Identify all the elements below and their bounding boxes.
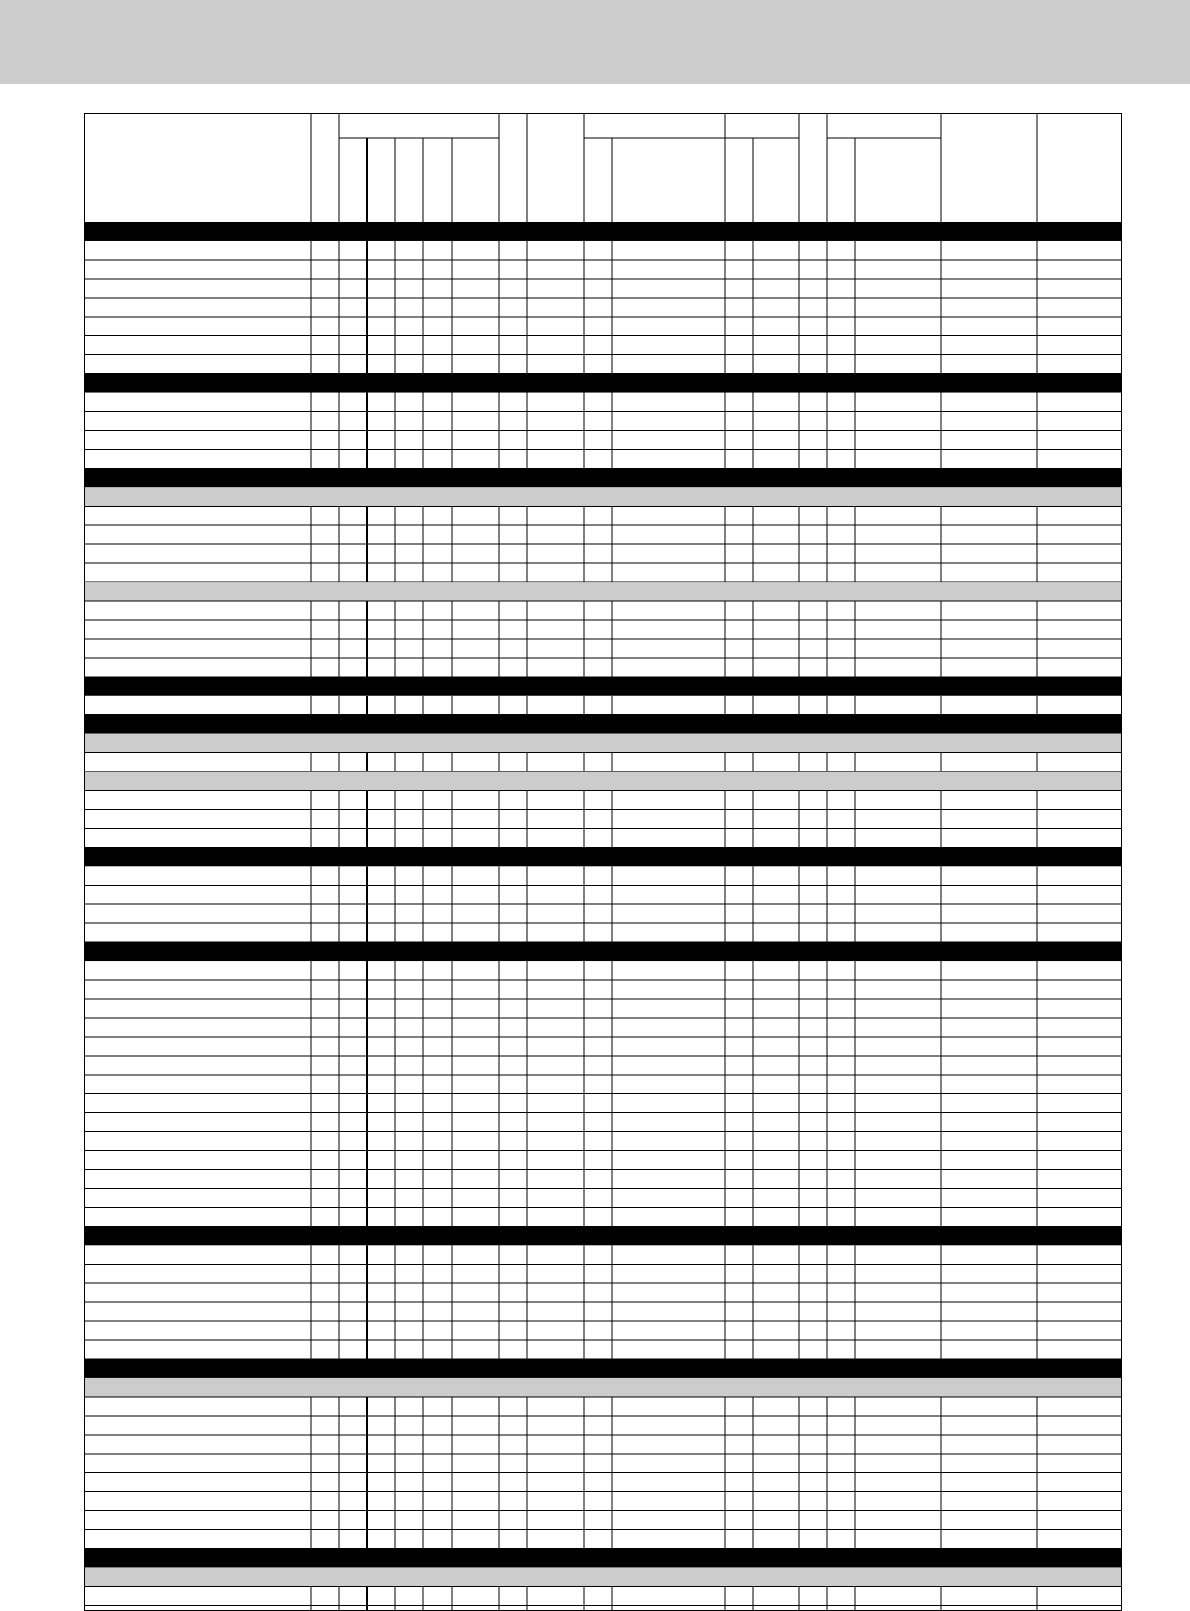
subsection-header-bar <box>84 1378 1122 1397</box>
section-header-bar <box>84 1359 1122 1378</box>
subsection-header-bar <box>84 772 1122 791</box>
section-header-bar <box>84 374 1122 393</box>
top-header-band <box>0 0 1190 84</box>
section-header-bar <box>84 847 1122 866</box>
subsection-header-bar <box>84 487 1122 506</box>
subsection-header-bar <box>84 582 1122 601</box>
section-header-bar <box>84 468 1122 487</box>
table-grid <box>84 113 1122 1611</box>
subsection-header-bar <box>84 734 1122 753</box>
subsection-header-bar <box>84 1567 1122 1586</box>
section-header-bar <box>84 1549 1122 1568</box>
section-header-bar <box>84 715 1122 734</box>
section-header-bar <box>84 1226 1122 1245</box>
section-header-bar <box>84 677 1122 696</box>
blank-grid-table <box>84 113 1122 1611</box>
section-header-bar <box>84 222 1122 241</box>
section-header-bar <box>84 942 1122 961</box>
